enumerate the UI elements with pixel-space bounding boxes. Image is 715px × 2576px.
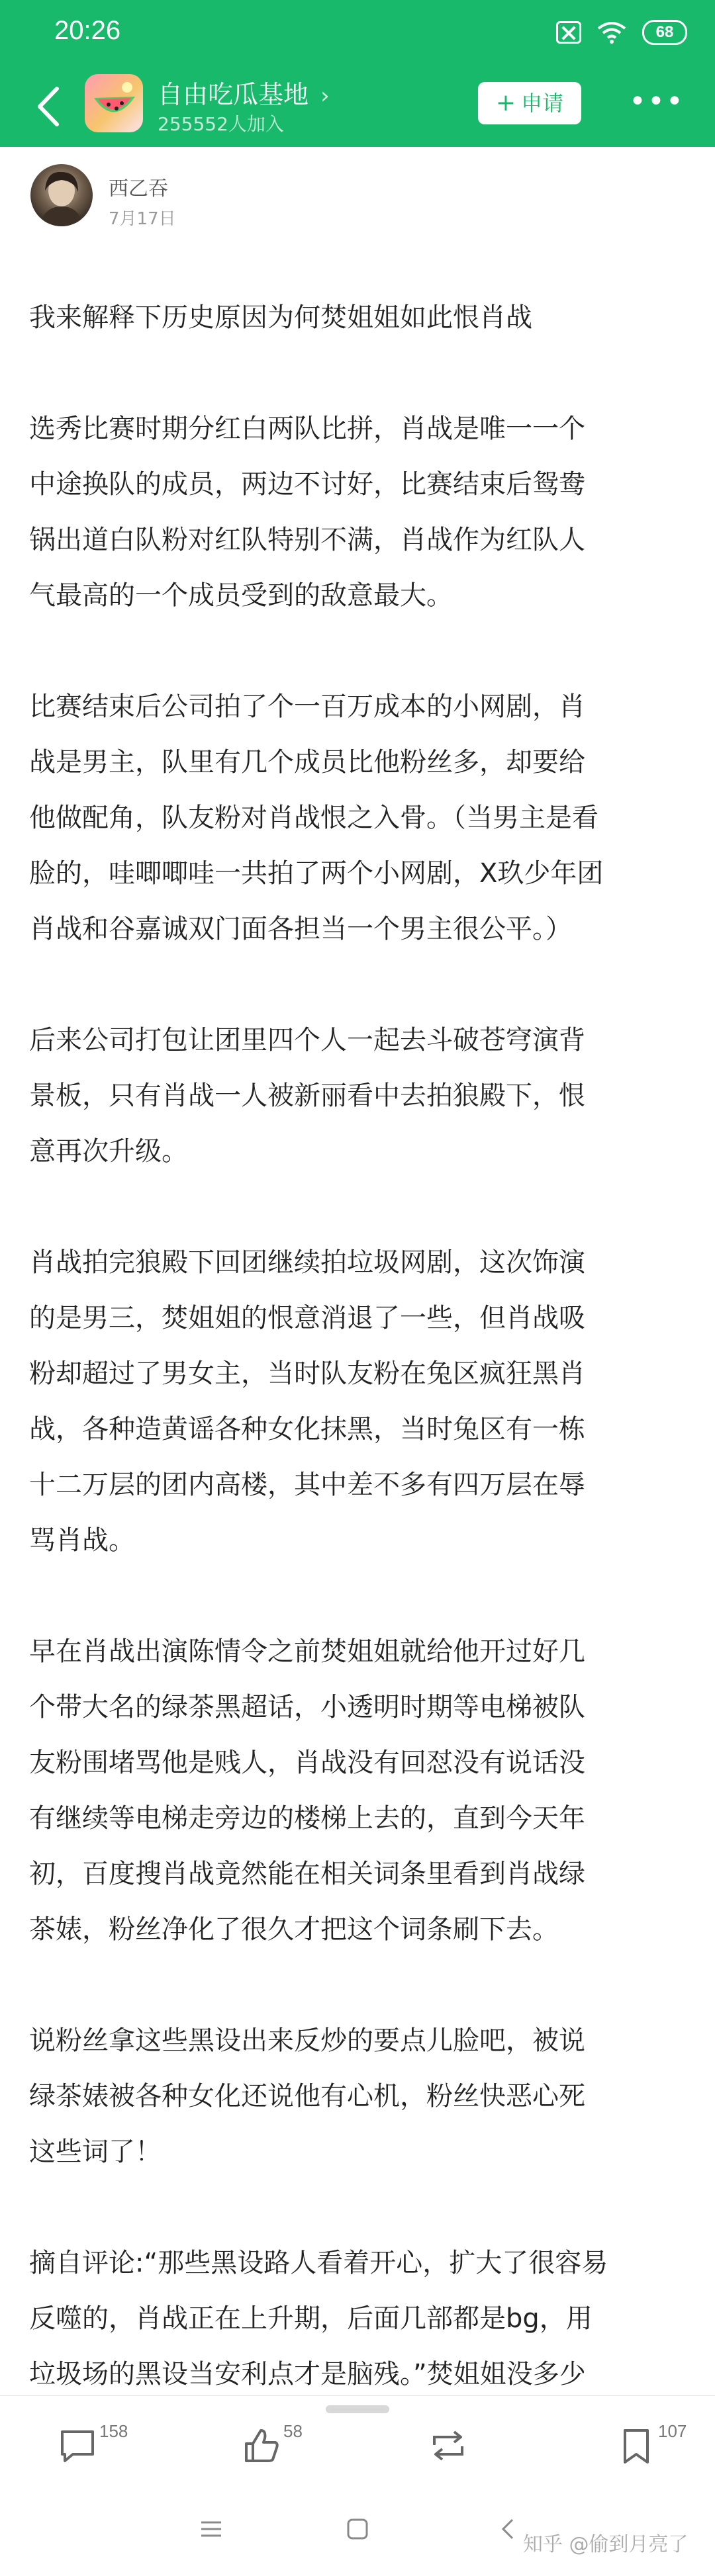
text-line: 初，百度搜肖战竟然能在相关词条里看到肖战绿 <box>29 1859 585 1889</box>
group-name: 自由吃瓜基地 <box>158 80 309 109</box>
text-line: 这些词了！ <box>29 2137 162 2167</box>
system-nav-bar <box>0 2489 715 2576</box>
text-line: 脸的，哇唧唧哇一共拍了两个小网剧，X玖少年团 <box>29 858 604 889</box>
status-icons <box>556 20 687 45</box>
apply-label: 申请 <box>521 91 564 116</box>
watermark: 知乎 @偷到月亮了 <box>523 2533 689 2556</box>
battery-indicator: 68 <box>642 20 687 45</box>
group-member-count: 255552人加入 <box>158 113 284 135</box>
text-line: 我来解释下历史原因为何焚姐姐如此恨肖战 <box>29 302 532 333</box>
text-line: 选秀比赛时期分红白两队比拼，肖战是唯一一个 <box>29 414 585 444</box>
text-line: 他做配角，队友粉对肖战恨之入骨。（当男主是看 <box>29 803 598 833</box>
paragraph <box>29 290 686 345</box>
text-line: 绿茶婊被各种女化还说他有心机，粉丝快恶心死 <box>29 2081 585 2111</box>
paragraph <box>29 1012 686 1179</box>
text-line: 战是男主，队里有几个成员比他粉丝多，却要给 <box>29 747 585 777</box>
nav-back-icon[interactable] <box>498 2516 518 2542</box>
text-line: 友粉围堵骂他是贱人，肖战没有回怼没有说话没 <box>29 1748 585 1778</box>
text-line: 肖战和谷嘉诚双门面各担当一个男主很公平。） <box>29 914 572 944</box>
paragraph <box>29 2013 686 2180</box>
post-date: 7月17日 <box>109 209 176 229</box>
comment-count: 158 <box>99 2421 128 2441</box>
group-title[interactable] <box>158 74 330 111</box>
plus-icon: + <box>495 89 516 116</box>
text-line: 中途换队的成员，两边不讨好，比赛结束后鸳鸯 <box>29 469 585 500</box>
status-bar <box>0 0 715 66</box>
text-line: 有继续等电梯走旁边的楼梯上去的，直到今天年 <box>29 1803 585 1834</box>
text-line: 锅出道白队粉对红队特别不满，肖战作为红队人 <box>29 525 585 555</box>
home-icon[interactable] <box>344 2516 371 2542</box>
text-line: 后来公司打包让团里四个人一起去斗破苍穹演背 <box>29 1025 585 1055</box>
menu-icon[interactable] <box>197 2516 225 2542</box>
text-line: 垃圾场的黑设当安利点才是脑残。”焚姐姐没多少 <box>29 2359 586 2389</box>
drag-handle[interactable] <box>326 2405 389 2413</box>
text-line: 的是男三，焚姐姐的恨意消退了一些，但肖战吸 <box>29 1303 585 1333</box>
author-name[interactable]: 西乙吞 <box>109 177 168 200</box>
apply-button[interactable] <box>478 82 581 124</box>
like-count: 58 <box>283 2421 303 2441</box>
paragraph <box>29 2235 686 2394</box>
repost-icon <box>428 2425 469 2466</box>
text-line: 摘自评论:“那些黑设路人看着开心，扩大了很容易 <box>29 2248 608 2278</box>
paragraph <box>29 401 686 623</box>
text-line: 肖战拍完狼殿下回团继续拍垃圾网剧，这次饰演 <box>29 1247 585 1278</box>
bookmark-button[interactable] <box>616 2421 687 2471</box>
more-icon[interactable]: ••• <box>629 85 685 118</box>
repost-button[interactable] <box>428 2425 470 2471</box>
text-line: 说粉丝拿这些黑设出来反炒的要点儿脸吧，被说 <box>29 2025 585 2056</box>
no-sim-icon <box>556 21 581 44</box>
text-line: 反噬的，肖战正在上升期，后面几部都是bg，用 <box>29 2303 593 2334</box>
text-line: 骂肖战。 <box>29 1525 135 1556</box>
text-line: 早在肖战出演陈情令之前焚姐姐就给他开过好几 <box>29 1636 585 1667</box>
text-line: 景板，只有肖战一人被新丽看中去拍狼殿下，恨 <box>29 1081 585 1111</box>
action-bar <box>0 2395 715 2489</box>
paragraph <box>29 1235 686 1568</box>
comment-button[interactable] <box>57 2421 128 2471</box>
status-time: 20:26 <box>54 16 121 45</box>
author-avatar[interactable] <box>30 164 93 226</box>
like-icon <box>241 2425 282 2466</box>
bookmark-icon <box>616 2425 657 2466</box>
wifi-icon <box>597 21 626 44</box>
text-line: 战，各种造黄谣各种女化抹黑，当时兔区有一栋 <box>29 1414 585 1444</box>
chevron-right-icon: › <box>320 83 330 109</box>
text-line: 气最高的一个成员受到的敌意最大。 <box>29 580 453 611</box>
post-content <box>29 290 686 2394</box>
bookmark-count: 107 <box>658 2421 687 2441</box>
text-line: 意再次升级。 <box>29 1136 188 1167</box>
text-line: 粉却超过了男女主，当时队友粉在兔区疯狂黑肖 <box>29 1358 585 1389</box>
like-button[interactable] <box>241 2421 303 2471</box>
text-line: 比赛结束后公司拍了个一百万成本的小网剧，肖 <box>29 691 585 722</box>
comment-icon <box>57 2425 98 2466</box>
text-line: 个带大名的绿茶黑超话，小透明时期等电梯被队 <box>29 1692 585 1722</box>
text-line: 十二万层的团内高楼，其中差不多有四万层在辱 <box>29 1470 585 1500</box>
paragraph <box>29 1624 686 1957</box>
paragraph <box>29 679 686 957</box>
group-avatar[interactable] <box>85 74 143 132</box>
group-header <box>0 0 715 147</box>
text-line: 茶婊，粉丝净化了很久才把这个词条刷下去。 <box>29 1914 559 1945</box>
back-icon[interactable] <box>33 85 65 128</box>
